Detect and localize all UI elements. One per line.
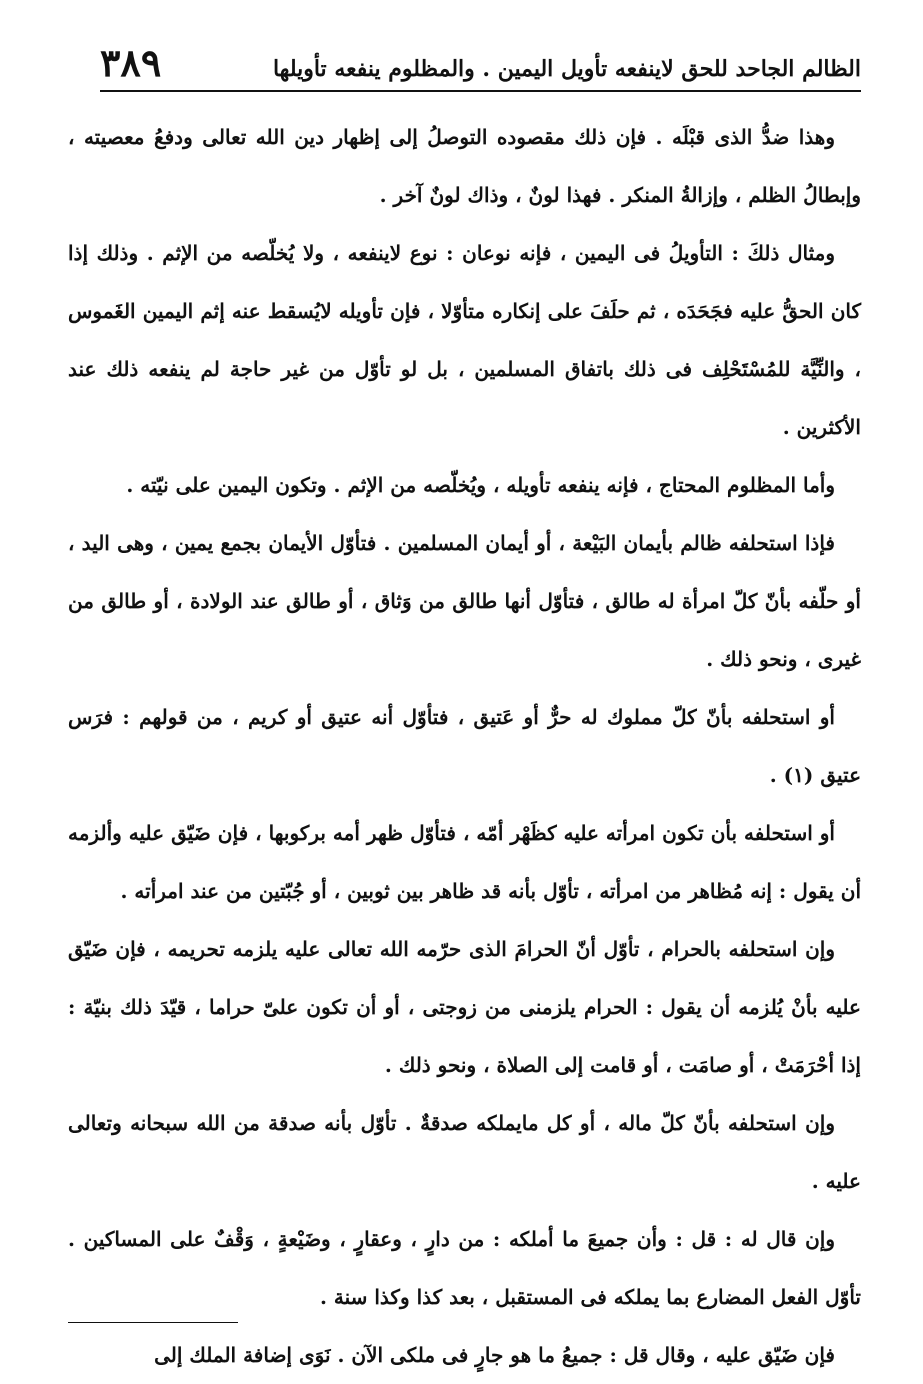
body-text xyxy=(68,108,861,1384)
paragraph: أو استحلفه بأن تكون امرأته عليه كظَهْر أمّه ، فتأوّل ظهر أمه بركوبها ، فإن ضَيّق عليه وألزمه أن يقول : إنه مُظاهر من امرأته ، تأوّل بأنه قد ظاهر بين ثوبين ، أو جُبّتين من عند امرأته . xyxy=(68,821,861,903)
paragraph: وإن استحلفه بأنّ كلّ ماله ، أو كل مايملكه صدقةٌ . تأوّل بأنه صدقة من الله سبحانه وتعالى عليه . xyxy=(68,1111,861,1193)
paragraph: وأما المظلوم المحتاج ، فإنه ينفعه تأويله ، ويُخلّصه من الإثم . وتكون اليمين على نيّته . xyxy=(126,473,835,497)
paragraph: وإن استحلفه بالحرام ، تأوّل أنّ الحرامَ الذى حرّمه الله تعالى عليه يلزمه تحريمه ، فإن ضَيّق عليه بأنْ يُلزمه أن يقول : الحرام يلزمنى من زوجتى ، أو أن تكون علىّ حراما ، قيّدَ ذلك بنيّة : إذا أحْرَمَتْ ، أو صامَت ، أو قامت إلى الصلاة ، ونحو ذلك . xyxy=(68,937,861,1077)
header-rule xyxy=(100,90,861,92)
footnote-separator xyxy=(68,1322,238,1323)
paragraph: وإن قال له : قل : وأن جميعَ ما أملكه : من دارٍ ، وعقارٍ ، وضَيْعةٍ ، وَقْفٌ على المساكين . تأوّل الفعل المضارع بما يملكه فى المستقبل ، بعد كذا وكذا سنة . xyxy=(68,1227,861,1309)
paragraph: أو استحلفه بأنّ كلّ مملوك له حرٌّ أو عَتيق ، فتأوّل أنه عتيق أو كريم ، من قولهم : فرَس عتيق (١) . xyxy=(68,705,861,787)
paragraph: ومثال ذلكَ : التأويلُ فى اليمين ، فإنه نوعان : نوع لاينفعه ، ولا يُخلّصه من الإثم . وذلك إذا كان الحقُّ عليه فجَحَدَه ، ثم حلَفَ على إنكاره متأوّلا ، فإن تأويله لايُسقط عنه إثم اليمين الغَموس ، والنِّيَّة للمُسْتَحْلِف فى ذلك باتفاق المسلمين ، بل لو تأوّل من غير حاجة لم ينفعه ذلك عند الأكثرين . xyxy=(68,241,861,439)
paragraph: فإذا استحلفه ظالم بأيمان البَيْعة ، أو أيمان المسلمين . فتأوّل الأيمان بجمع يمين ، وهى اليد ، أو حلّفه بأنّ كلّ امرأة له طالق ، فتأوّل أنها طالق من وَثاق ، أو طالق عند الولادة ، أو طالق من غيرى ، ونحو ذلك . xyxy=(68,531,861,671)
running-head-title: الظالم الجاحد للحق لاينفعه تأويل اليمين . والمظلوم ينفعه تأويلها xyxy=(272,56,861,82)
paragraph: فإن ضَيّق عليه ، وقال قل : جميعُ ما هو جارٍ فى ملكى الآن . نَوَى إضافة الملك إلى xyxy=(154,1343,835,1367)
running-header xyxy=(100,28,861,86)
page-number: ٣٨٩ xyxy=(100,40,162,85)
paragraph: وهذا ضدُّ الذى قبْلَه . فإن ذلك مقصوده التوصلُ إلى إظهار دين الله تعالى ودفعُ معصيته ، وإبطالُ الظلم ، وإزالةُ المنكر . فهذا لونٌ ، وذاك لونٌ آخر . xyxy=(68,125,861,207)
